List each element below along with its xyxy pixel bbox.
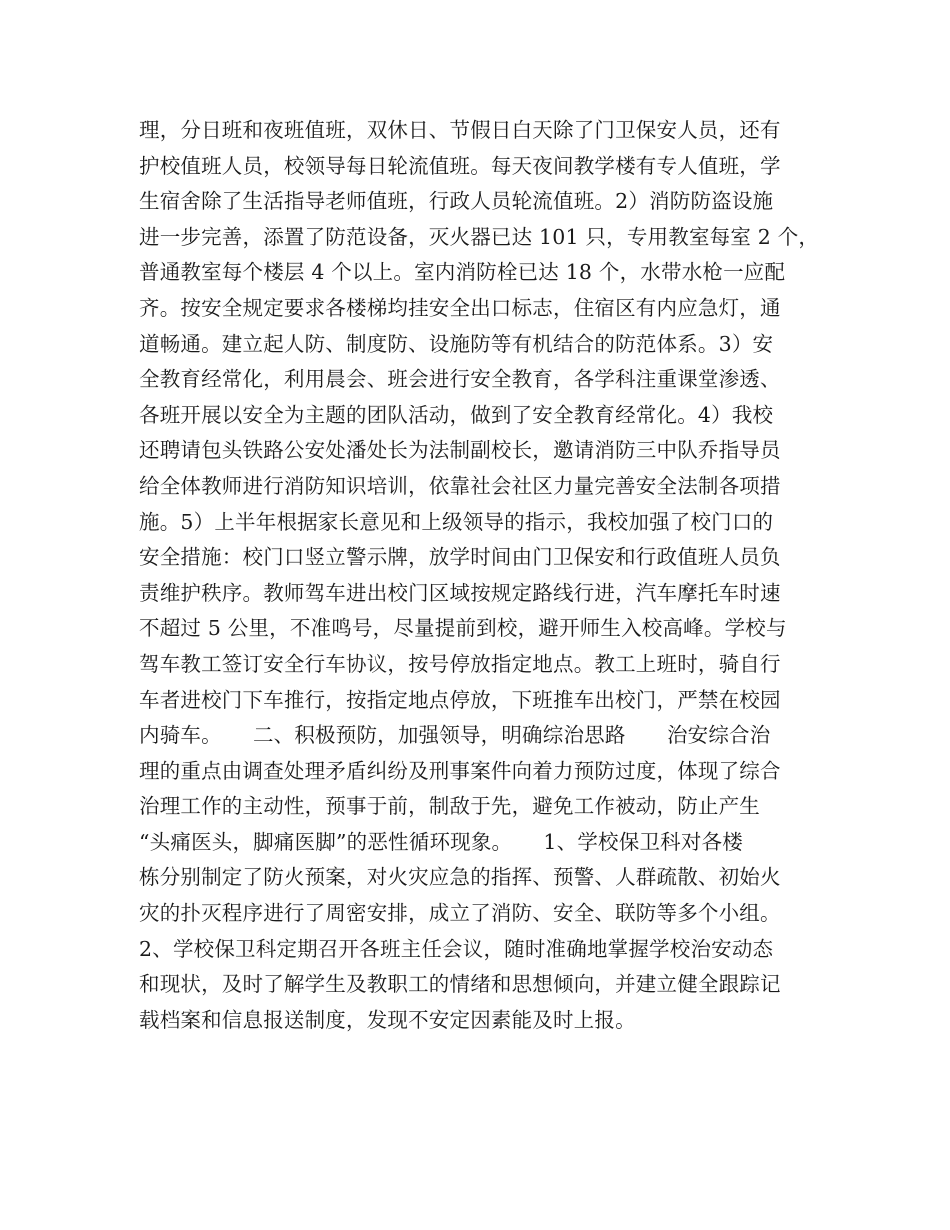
text-line: 护校值班人员，校领导每日轮流值班。每天夜间教学楼有专人值班，学 (139, 153, 781, 178)
text-line: 不超过 5 公里，不准鸣号，尽量提前到校，避开师生入校高峰。学校与 (139, 616, 787, 641)
text-line: 齐。按安全规定要求各楼梯均挂安全出口标志，住宿区有内应急灯，通 (139, 295, 781, 320)
text-line: 全教育经常化，利用晨会、班会进行安全教育，各学科注重课堂渗透、 (139, 367, 781, 392)
text-line: 安全措施：校门口竖立警示牌，放学时间由门卫保安和行政值班人员负 (139, 545, 781, 570)
text-line: 责维护秩序。教师驾车进出校门区域按规定路线行进，汽车摩托车时速 (139, 580, 781, 605)
text-line: 内骑车。 二、积极预防，加强领导，明确综治思路 治安综合治 (139, 723, 771, 748)
text-line: 生宿舍除了生活指导老师值班，行政人员轮流值班。2）消防防盗设施 (139, 189, 774, 214)
text-line: “头痛医头，脚痛医脚”的恶性循环现象。 1、学校保卫科对各楼 (139, 829, 743, 854)
text-line: 进一步完善，添置了防范设备，灭火器已达 101 只，专用教室每室 2 个， (139, 224, 820, 249)
text-line: 驾车教工签订安全行车协议，按号停放指定地点。教工上班时，骑自行 (139, 651, 781, 676)
text-line: 普通教室每个楼层 4 个以上。室内消防栓已达 18 个，水带水枪一应配 (139, 260, 786, 285)
text-line: 栋分别制定了防火预案，对火灾应急的指挥、预警、人群疏散、初始火 (139, 865, 781, 890)
text-line: 理，分日班和夜班值班，双休日、节假日白天除了门卫保安人员，还有 (139, 118, 781, 142)
text-line: 2、学校保卫科定期召开各班主任会议，随时准确地掌握学校治安动态 (139, 936, 774, 961)
text-line: 道畅通。建立起人防、制度防、设施防等有机结合的防范体系。3）安 (139, 331, 774, 356)
text-line: 各班开展以安全为主题的团队活动，做到了安全教育经常化。4）我校 (139, 402, 774, 427)
text-line: 治理工作的主动性，预事于前，制敌于先，避免工作被动，防止产生 (139, 794, 760, 819)
text-line: 理的重点由调查处理矛盾纠纷及刑事案件向着力预防过度，体现了综合 (139, 758, 781, 783)
text-line: 车者进校门下车推行，按指定地点停放，下班推车出校门，严禁在校园 (139, 687, 781, 712)
text-line: 和现状，及时了解学生及教职工的情绪和思想倾向，并建立健全跟踪记 (139, 972, 781, 997)
text-line: 载档案和信息报送制度，发现不安定因素能及时上报。 (139, 1007, 636, 1032)
text-line: 灾的扑灭程序进行了周密安排，成立了消防、安全、联防等多个小组。 (139, 901, 781, 926)
text-line: 给全体教师进行消防知识培训，依靠社会社区力量完善安全法制各项措 (139, 473, 781, 498)
text-line: 施。5）上半年根据家长意见和上级领导的指示，我校加强了校门口的 (139, 509, 774, 534)
text-line: 还聘请包头铁路公安处潘处长为法制副校长，邀请消防三中队乔指导员 (139, 438, 781, 463)
body-paragraph (139, 113, 829, 1038)
